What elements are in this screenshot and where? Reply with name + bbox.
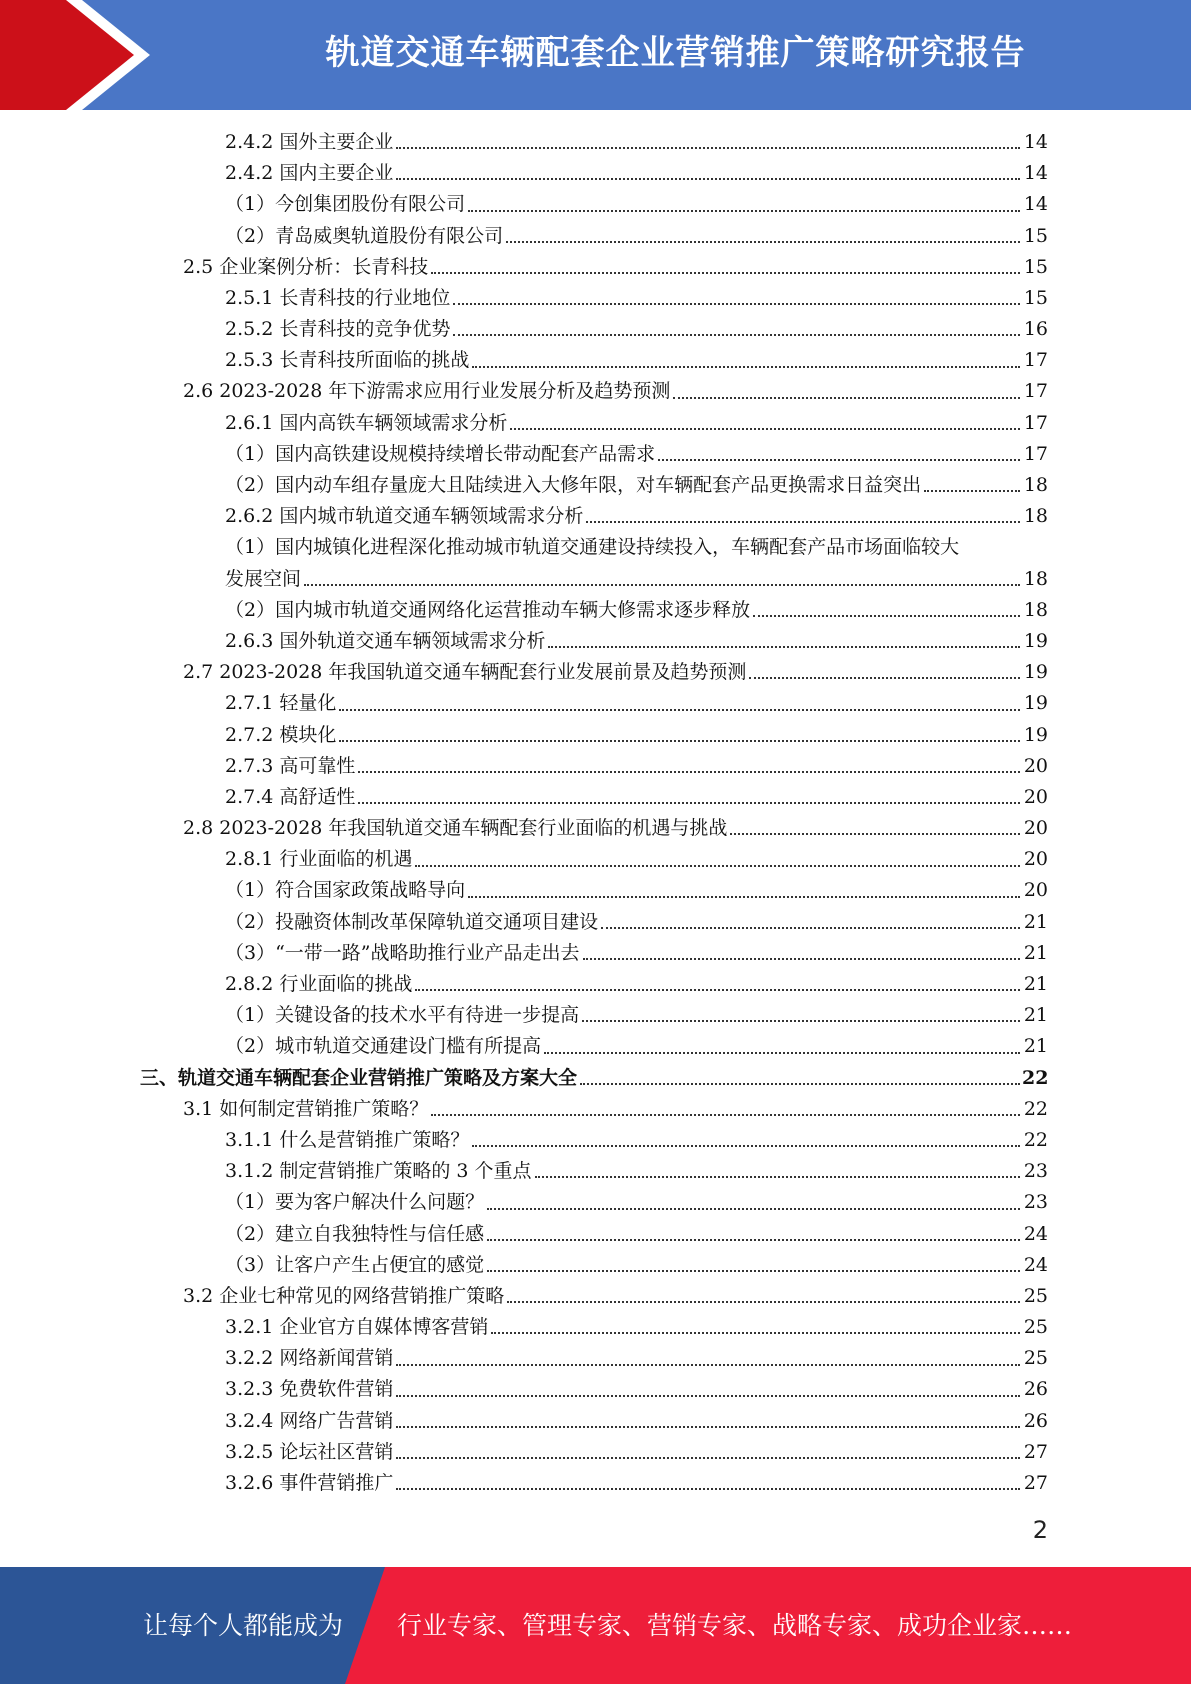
toc-entry-text: （2）青岛威奥轨道股份有限公司 (225, 224, 504, 247)
toc-page-number: 24 (1023, 1253, 1048, 1276)
toc-dot-leader (749, 677, 1020, 679)
toc-dot-leader (673, 397, 1020, 399)
toc-dot-leader (431, 272, 1020, 274)
toc-entry[interactable] (225, 470, 1191, 501)
toc-entry[interactable] (183, 657, 1191, 688)
footer-banner (0, 1567, 1191, 1684)
toc-dot-leader (396, 1488, 1020, 1490)
toc-entry[interactable] (225, 876, 1191, 907)
toc-page-number: 23 (1023, 1160, 1048, 1183)
toc-page-number: 14 (1023, 162, 1048, 185)
toc-entry[interactable] (225, 1187, 1191, 1218)
toc-entry-text: 2.7.1 轻量化 (225, 692, 337, 715)
toc-dot-leader (431, 1114, 1020, 1116)
toc-page-number: 17 (1023, 380, 1048, 403)
footer-slogan-right: 行业专家、管理专家、营销专家、战略专家、成功企业家…… (397, 1611, 1073, 1640)
toc-dot-leader (396, 147, 1020, 149)
toc-dot-leader (339, 740, 1020, 742)
toc-entry[interactable] (183, 377, 1191, 408)
toc-page-number: 18 (1023, 474, 1048, 497)
toc-entry[interactable] (225, 127, 1191, 158)
toc-page-number: 25 (1023, 1316, 1048, 1339)
toc-page-number: 21 (1023, 941, 1048, 964)
toc-page-number: 17 (1023, 442, 1048, 465)
toc-entry-text: （1）国内高铁建设规模持续增长带动配套产品需求 (225, 442, 656, 465)
toc-page-number: 22 (1023, 1128, 1048, 1151)
toc-entry-text: 3.2.4 网络广告营销 (225, 1409, 394, 1432)
toc-entry[interactable] (225, 314, 1191, 345)
toc-entry[interactable] (225, 720, 1191, 751)
toc-entry-text: 2.8.2 行业面临的挑战 (225, 973, 413, 996)
toc-entry[interactable] (225, 969, 1191, 1000)
toc-page-number: 27 (1023, 1440, 1048, 1463)
header-banner (0, 0, 1191, 110)
toc-page-number: 27 (1023, 1472, 1048, 1495)
toc-entry-text: 2.5.2 长青科技的竞争优势 (225, 318, 451, 341)
toc-dot-leader (339, 709, 1020, 711)
toc-page-number: 19 (1023, 629, 1048, 652)
toc-page-number: 19 (1023, 723, 1048, 746)
toc-page-number: 20 (1023, 848, 1048, 871)
toc-entry-text: （2）建立自我独特性与信任感 (225, 1222, 485, 1245)
toc-entry-text: （2）投融资体制改革保障轨道交通项目建设 (225, 910, 599, 933)
toc-dot-leader (396, 178, 1020, 180)
toc-page-number: 23 (1023, 1191, 1048, 1214)
toc-entry[interactable] (225, 1000, 1191, 1031)
toc-page-number: 25 (1023, 1284, 1048, 1307)
toc-entry-text: 2.7.4 高舒适性 (225, 785, 356, 808)
toc-entry-text: 2.5.1 长青科技的行业地位 (225, 286, 451, 309)
toc-dot-leader (491, 1332, 1020, 1334)
table-of-contents (0, 127, 1191, 1499)
toc-entry[interactable] (225, 782, 1191, 813)
toc-entry[interactable] (225, 501, 1191, 532)
toc-dot-leader (358, 802, 1020, 804)
report-title: 轨道交通车辆配套企业营销推广策略研究报告 (325, 33, 1026, 73)
toc-entry-text: （1）今创集团股份有限公司 (225, 193, 466, 216)
toc-entry[interactable] (225, 1219, 1191, 1250)
toc-entry[interactable] (183, 252, 1191, 283)
toc-entry-text: （3）“一带一路”战略助推行业产品走出去 (225, 941, 580, 964)
toc-page-number: 14 (1023, 193, 1048, 216)
toc-page-number: 18 (1023, 598, 1048, 621)
toc-entry[interactable] (183, 1281, 1191, 1312)
toc-page-number: 15 (1023, 255, 1048, 278)
page-number: 2 (1032, 1516, 1048, 1544)
toc-entry-text: 3.1.2 制定营销推广策略的 3 个重点 (225, 1160, 532, 1183)
toc-entry-text: （2）城市轨道交通建设门槛有所提高 (225, 1035, 542, 1058)
toc-entry[interactable] (225, 626, 1191, 657)
toc-entry[interactable] (225, 189, 1191, 220)
toc-entry-text: 3.2.6 事件营销推广 (225, 1472, 394, 1495)
toc-dot-leader (396, 1395, 1020, 1397)
toc-entry-text: 2.5 企业案例分析：长青科技 (183, 255, 429, 278)
toc-dot-leader (580, 1083, 1020, 1085)
toc-entry[interactable] (225, 1437, 1191, 1468)
toc-entry[interactable] (225, 158, 1191, 189)
toc-entry[interactable] (225, 532, 1191, 594)
toc-page-number: 15 (1023, 286, 1048, 309)
toc-page-number: 21 (1023, 973, 1048, 996)
toc-entry[interactable] (225, 688, 1191, 719)
toc-entry[interactable] (225, 907, 1191, 938)
toc-page-number: 14 (1023, 130, 1048, 153)
toc-page-number: 17 (1023, 411, 1048, 434)
toc-entry[interactable] (183, 1094, 1191, 1125)
toc-dot-leader (472, 1145, 1020, 1147)
toc-entry-text: 3.2.5 论坛社区营销 (225, 1440, 394, 1463)
toc-entry[interactable] (225, 1125, 1191, 1156)
toc-page-number: 20 (1023, 785, 1048, 808)
toc-dot-leader (601, 927, 1020, 929)
toc-entry-text: 2.4.2 国内主要企业 (225, 162, 394, 185)
toc-dot-leader (468, 896, 1020, 898)
toc-dot-leader (544, 1052, 1020, 1054)
toc-dot-leader (753, 615, 1020, 617)
toc-dot-leader (548, 646, 1020, 648)
toc-entry[interactable] (183, 813, 1191, 844)
toc-entry[interactable] (225, 1312, 1191, 1343)
toc-page-number: 20 (1023, 817, 1048, 840)
toc-page-number: 15 (1023, 224, 1048, 247)
toc-dot-leader (924, 490, 1020, 492)
toc-entry-text: 2.6.1 国内高铁车辆领域需求分析 (225, 411, 508, 434)
toc-dot-leader (487, 1270, 1020, 1272)
toc-entry[interactable] (225, 938, 1191, 969)
toc-dot-leader (396, 1364, 1020, 1366)
toc-dot-leader (396, 1457, 1020, 1459)
toc-page-number: 20 (1023, 879, 1048, 902)
toc-dot-leader (730, 833, 1020, 835)
toc-entry-text: （1）国内城镇化进程深化推动城市轨道交通建设持续投入，车辆配套产品市场面临较大 (225, 536, 960, 559)
toc-dot-leader (415, 865, 1020, 867)
toc-page-number: 16 (1023, 318, 1048, 341)
toc-entry-text: 3.2.1 企业官方自媒体博客营销 (225, 1316, 489, 1339)
toc-dot-leader (506, 241, 1020, 243)
toc-entry-text: 3.1 如何制定营销推广策略？ (183, 1097, 429, 1120)
toc-entry-text: 3.1.1 什么是营销推广策略？ (225, 1128, 470, 1151)
toc-dot-leader (487, 1239, 1020, 1241)
toc-entry-text: 2.7.2 模块化 (225, 723, 337, 746)
toc-dot-leader (586, 521, 1020, 523)
toc-page-number: 19 (1023, 661, 1048, 684)
toc-page-number: 17 (1023, 349, 1048, 372)
toc-dot-leader (487, 1208, 1020, 1210)
toc-page-number: 21 (1023, 1035, 1048, 1058)
toc-dot-leader (396, 1426, 1020, 1428)
toc-entry-text: 2.5.3 长青科技所面临的挑战 (225, 349, 470, 372)
toc-dot-leader (453, 303, 1020, 305)
toc-entry-text: （1）符合国家政策战略导向 (225, 879, 466, 902)
toc-dot-leader (510, 428, 1020, 430)
toc-entry[interactable] (225, 1406, 1191, 1437)
toc-dot-leader (358, 771, 1020, 773)
toc-entry-text: 3.2.2 网络新闻营销 (225, 1347, 394, 1370)
toc-entry[interactable] (225, 283, 1191, 314)
toc-entry-text: 2.8 2023-2028 年我国轨道交通车辆配套行业面临的机遇与挑战 (183, 817, 728, 840)
toc-entry[interactable] (225, 1375, 1191, 1406)
toc-page-number: 22 (1023, 1097, 1048, 1120)
toc-entry[interactable] (225, 1156, 1191, 1187)
toc-entry[interactable] (140, 1063, 1191, 1094)
header-arrow-icon (0, 0, 140, 110)
toc-page-number: 24 (1023, 1222, 1048, 1245)
toc-entry-text: 2.7 2023-2028 年我国轨道交通车辆配套行业发展前景及趋势预测 (183, 661, 747, 684)
toc-page-number: 18 (1023, 567, 1048, 590)
toc-entry[interactable] (225, 751, 1191, 782)
toc-dot-leader (658, 459, 1020, 461)
toc-page-number: 26 (1023, 1409, 1048, 1432)
toc-page-number: 21 (1023, 1004, 1048, 1027)
toc-entry-text-continued: 发展空间 (225, 567, 302, 590)
toc-entry-text: 2.7.3 高可靠性 (225, 754, 356, 777)
toc-entry[interactable] (225, 1031, 1191, 1062)
toc-entry-text: （1）关键设备的技术水平有待进一步提高 (225, 1004, 580, 1027)
toc-page-number: 25 (1023, 1347, 1048, 1370)
toc-dot-leader (507, 1301, 1020, 1303)
toc-dot-leader (468, 210, 1020, 212)
toc-entry-text: 2.4.2 国外主要企业 (225, 130, 394, 153)
toc-entry-text: 3.2.3 免费软件营销 (225, 1378, 394, 1401)
toc-entry[interactable] (225, 221, 1191, 252)
toc-dot-leader (535, 1176, 1020, 1178)
toc-entry[interactable] (225, 345, 1191, 376)
toc-page-number: 18 (1023, 505, 1048, 528)
toc-entry[interactable] (225, 1250, 1191, 1281)
toc-page-number: 26 (1023, 1378, 1048, 1401)
toc-entry-text: 三、轨道交通车辆配套企业营销推广策略及方案大全 (140, 1066, 578, 1089)
toc-entry[interactable] (225, 844, 1191, 875)
toc-dot-leader (583, 958, 1020, 960)
toc-entry[interactable] (225, 1343, 1191, 1374)
toc-entry-text: 2.8.1 行业面临的机遇 (225, 848, 413, 871)
toc-page-number: 21 (1023, 910, 1048, 933)
toc-entry[interactable] (225, 1468, 1191, 1499)
toc-dot-leader (304, 584, 1020, 586)
toc-entry-text: （2）国内动车组存量庞大且陆续进入大修年限，对车辆配套产品更换需求日益突出 (225, 474, 922, 497)
toc-entry[interactable] (225, 408, 1191, 439)
toc-dot-leader (453, 334, 1020, 336)
toc-dot-leader (582, 1020, 1020, 1022)
toc-page-number: 19 (1023, 692, 1048, 715)
toc-page-number: 20 (1023, 754, 1048, 777)
toc-entry[interactable] (225, 595, 1191, 626)
toc-entry[interactable] (225, 439, 1191, 470)
toc-entry-text: （1）要为客户解决什么问题？ (225, 1191, 485, 1214)
toc-entry-text: 2.6.2 国内城市轨道交通车辆领域需求分析 (225, 505, 584, 528)
toc-dot-leader (415, 989, 1020, 991)
toc-entry-text: 3.2 企业七种常见的网络营销推广策略 (183, 1284, 505, 1307)
toc-page-number: 22 (1022, 1066, 1049, 1089)
toc-entry-text: （3）让客户产生占便宜的感觉 (225, 1253, 485, 1276)
toc-entry-text: （2）国内城市轨道交通网络化运营推动车辆大修需求逐步释放 (225, 598, 751, 621)
toc-entry-text: 2.6 2023-2028 年下游需求应用行业发展分析及趋势预测 (183, 380, 671, 403)
toc-entry-text: 2.6.3 国外轨道交通车辆领域需求分析 (225, 629, 546, 652)
toc-dot-leader (472, 366, 1020, 368)
footer-slogan-left: 让每个人都能成为 (143, 1611, 344, 1640)
